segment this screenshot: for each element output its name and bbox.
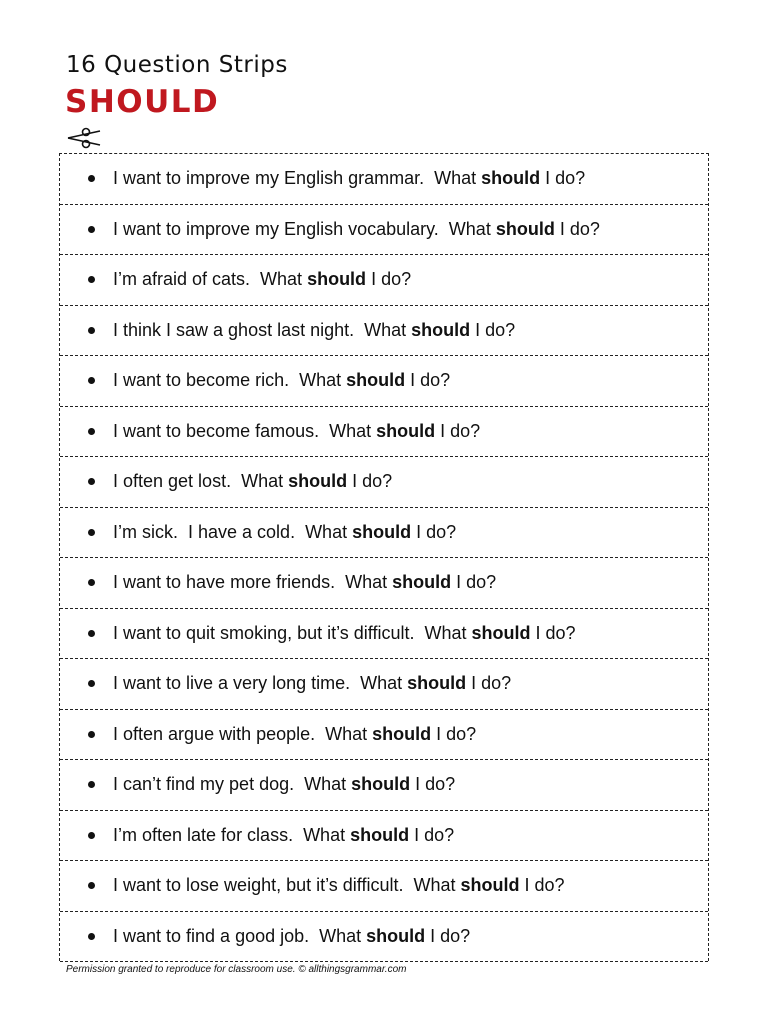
strip-text-before: I want to lose weight, but it’s difficult. What — [113, 875, 461, 896]
bullet-icon — [88, 327, 95, 334]
strip-text-before: I often get lost. What — [113, 471, 289, 492]
bullet-icon — [88, 579, 95, 586]
strip-text — [113, 471, 392, 492]
strip-text — [113, 421, 480, 442]
strip-text — [113, 724, 476, 745]
strip-keyword: should — [460, 875, 520, 896]
strip-keyword: should — [392, 572, 452, 593]
strip-keyword: should — [376, 420, 436, 441]
strip-text-before: I want to find a good job. What — [113, 925, 367, 946]
strip-keyword: should — [366, 925, 426, 946]
scissors-icon — [62, 126, 102, 150]
copyright-footer: Permission granted to reproduce for classroom use. © allthingsgrammar.com — [66, 964, 407, 975]
strip-text — [113, 673, 511, 694]
topic-title: SHOULD — [65, 84, 220, 120]
strip-text-before: I’m afraid of cats. What — [113, 269, 308, 290]
strip-text-after: I do? — [530, 622, 576, 643]
strip-text — [113, 269, 411, 290]
bullet-icon — [88, 276, 95, 283]
strip-text-before: I want to improve my English grammar. What — [113, 168, 482, 189]
question-strip — [60, 508, 708, 559]
strip-text — [113, 370, 450, 391]
strip-text-after: I do? — [470, 319, 516, 340]
strip-keyword: should — [411, 319, 471, 340]
bullet-icon — [88, 781, 95, 788]
question-strip — [60, 306, 708, 357]
strip-text-after: I do? — [347, 471, 393, 492]
strip-text-before: I can’t find my pet dog. What — [113, 774, 352, 795]
strip-text — [113, 825, 454, 846]
bullet-icon — [88, 680, 95, 687]
strip-keyword: should — [307, 269, 367, 290]
question-strip — [60, 609, 708, 660]
strip-text-before: I think I saw a ghost last night. What — [113, 319, 412, 340]
strip-text-after: I do? — [554, 218, 600, 239]
strip-text-after: I do? — [451, 572, 497, 593]
question-strips — [59, 153, 709, 961]
strip-text — [113, 320, 515, 341]
strip-text-before: I’m sick. I have a cold. What — [113, 521, 353, 542]
strip-keyword: should — [352, 521, 412, 542]
strip-keyword: should — [407, 673, 467, 694]
strip-keyword: should — [346, 370, 406, 391]
bullet-icon — [88, 529, 95, 536]
strip-text-after: I do? — [519, 875, 565, 896]
bullet-icon — [88, 226, 95, 233]
strip-text-before: I want to have more friends. What — [113, 572, 393, 593]
strip-keyword: should — [350, 824, 410, 845]
question-strip — [60, 760, 708, 811]
strip-text — [113, 219, 600, 240]
question-strip — [60, 710, 708, 761]
question-strip — [60, 558, 708, 609]
question-strip — [60, 861, 708, 912]
bullet-icon — [88, 175, 95, 182]
strip-keyword: should — [471, 622, 531, 643]
strip-keyword: should — [495, 218, 555, 239]
strip-text-after: I do? — [411, 521, 457, 542]
strip-text — [113, 774, 455, 795]
bullet-icon — [88, 731, 95, 738]
question-strip — [60, 407, 708, 458]
strip-keyword: should — [288, 471, 348, 492]
question-strip — [60, 912, 708, 963]
strip-text — [113, 168, 585, 189]
strip-keyword: should — [481, 168, 541, 189]
question-strip — [60, 659, 708, 710]
bullet-icon — [88, 428, 95, 435]
bullet-icon — [88, 377, 95, 384]
bullet-icon — [88, 882, 95, 889]
strip-keyword: should — [372, 723, 432, 744]
strip-text-after: I do? — [466, 673, 512, 694]
strip-text — [113, 522, 456, 543]
bullet-icon — [88, 630, 95, 637]
strip-text — [113, 572, 496, 593]
question-strip — [60, 811, 708, 862]
bullet-icon — [88, 832, 95, 839]
question-strip — [60, 205, 708, 256]
strip-text-before: I want to quit smoking, but it’s difficult. What — [113, 622, 472, 643]
question-strip — [60, 154, 708, 205]
page-title: 16 Question Strips — [66, 52, 288, 78]
strip-text — [113, 926, 470, 947]
strip-text-after: I do? — [409, 824, 455, 845]
strip-text-after: I do? — [425, 925, 471, 946]
strip-text-before: I want to live a very long time. What — [113, 673, 408, 694]
question-strip — [60, 457, 708, 508]
strip-text-before: I often argue with people. What — [113, 723, 373, 744]
strip-text — [113, 623, 576, 644]
strip-text-before: I want to improve my English vocabulary. What — [113, 218, 496, 239]
question-strip — [60, 356, 708, 407]
bullet-icon — [88, 933, 95, 940]
question-strip — [60, 255, 708, 306]
strip-text-after: I do? — [435, 420, 481, 441]
strip-text-after: I do? — [431, 723, 477, 744]
bullet-icon — [88, 478, 95, 485]
strip-text-before: I want to become rich. What — [113, 370, 347, 391]
strip-keyword: should — [351, 774, 411, 795]
strip-text-after: I do? — [366, 269, 412, 290]
strip-text-before: I want to become famous. What — [113, 420, 377, 441]
strip-text-after: I do? — [540, 168, 586, 189]
strip-text — [113, 875, 565, 896]
strip-text-before: I’m often late for class. What — [113, 824, 351, 845]
strip-text-after: I do? — [410, 774, 456, 795]
strip-text-after: I do? — [405, 370, 451, 391]
